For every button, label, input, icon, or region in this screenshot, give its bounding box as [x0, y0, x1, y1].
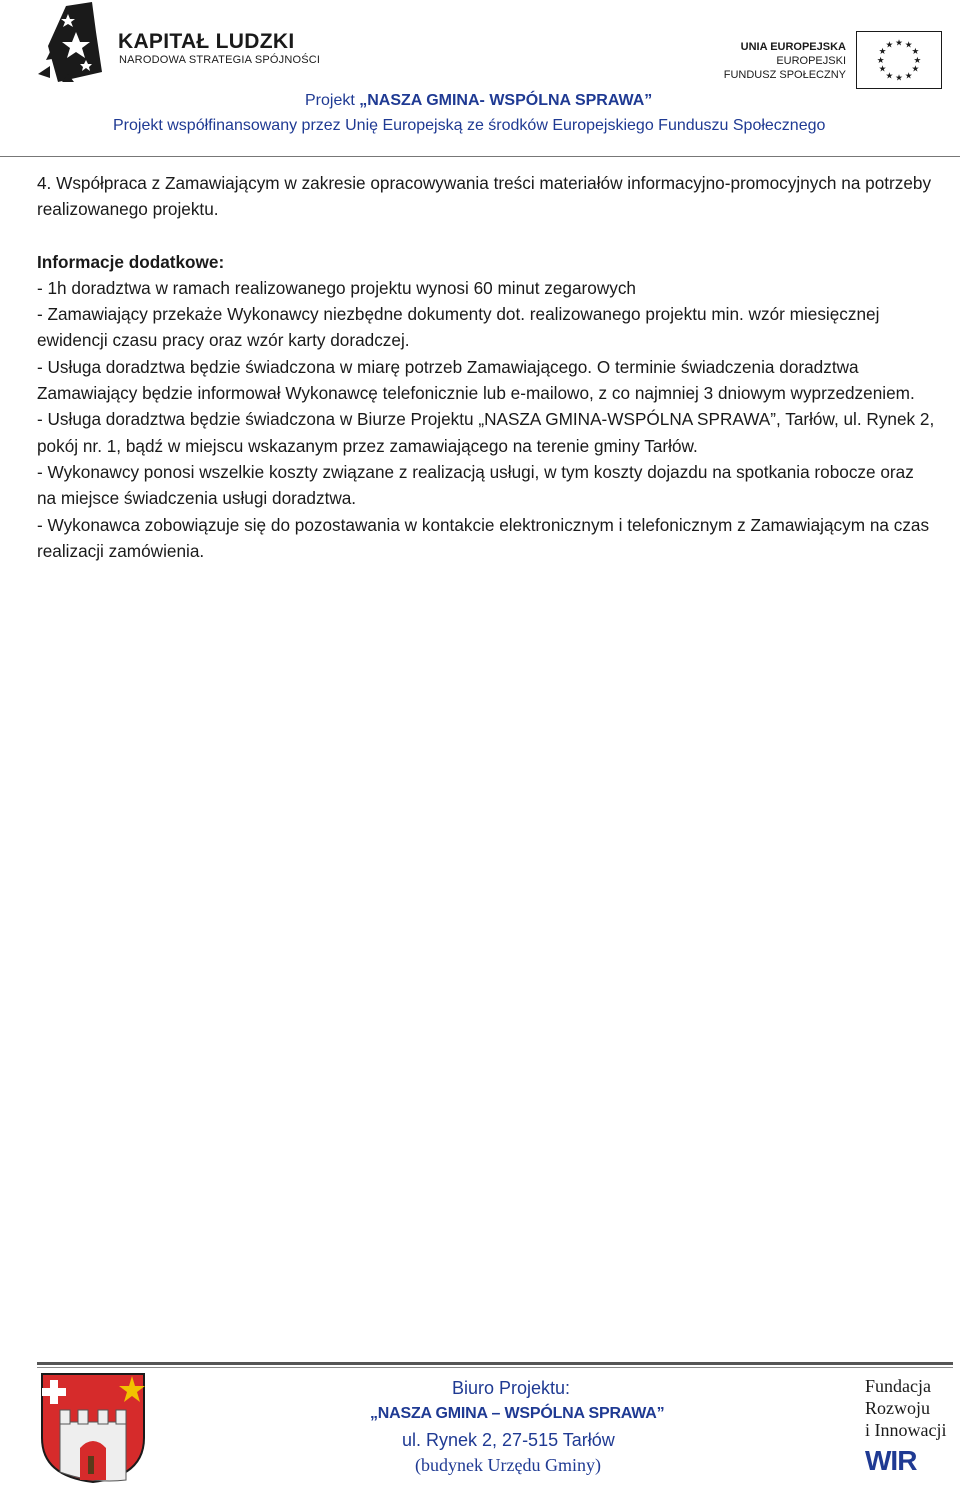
svg-text:★: ★	[895, 38, 903, 49]
svg-text:★: ★	[876, 55, 885, 66]
eu-flag-icon	[856, 31, 942, 89]
tarlow-crest-icon	[40, 1372, 146, 1484]
svg-text:★: ★	[904, 40, 913, 51]
eu-line-2: EUROPEJSKI	[776, 55, 846, 67]
eu-line-1: UNIA EUROPEJSKA	[740, 41, 846, 53]
cofinanced-note: Projekt współfinansowany przez Unię Europejską ze środków Europejskiego Funduszu Społecznego	[113, 117, 826, 134]
project-name: „NASZA GMINA- WSPÓLNA SPRAWA”	[359, 92, 653, 109]
fundacja-line-2: Rozwoju	[865, 1398, 930, 1418]
info-line: - Wykonawca zobowiązuje się do pozostawania w kontakcie elektronicznym i telefonicznym z Zamawiającym na czas realizacji zamówienia.	[37, 514, 930, 561]
spacer	[37, 223, 937, 249]
svg-text:★: ★	[885, 71, 894, 82]
project-title	[305, 92, 652, 110]
wir-logo-icon	[865, 1444, 925, 1474]
svg-text:★: ★	[913, 55, 922, 66]
fundacja-line-3: i Innowacji	[865, 1420, 947, 1440]
footer-project-name: „NASZA GMINA – WSPÓLNA SPRAWA”	[370, 1405, 665, 1422]
header-divider	[0, 156, 960, 157]
footer-biuro-label: Biuro Projektu:	[452, 1378, 571, 1398]
wir-logo-text: WIR	[865, 1445, 917, 1474]
info-heading: Informacje dodatkowe:	[37, 251, 225, 272]
eu-label	[724, 40, 846, 82]
eu-line-3: FUNDUSZ SPOŁECZNY	[723, 69, 846, 81]
svg-text:★: ★	[911, 47, 920, 58]
footer-divider-thin	[37, 1367, 953, 1368]
svg-text:★: ★	[904, 71, 913, 82]
svg-text:★: ★	[885, 40, 894, 51]
svg-text:★: ★	[878, 47, 887, 58]
fundacja-name	[865, 1375, 946, 1441]
svg-text:★: ★	[895, 73, 903, 84]
info-line: - 1h doradztwa w ramach realizowanego projektu wynosi 60 minut zegarowych	[37, 277, 636, 298]
fundacja-line-1: Fundacja	[865, 1376, 931, 1396]
footer-divider	[37, 1362, 953, 1365]
kl-subtitle: NARODOWA STRATEGIA SPÓJNOŚCI	[119, 54, 321, 66]
info-line: - Usługa doradztwa będzie świadczona w miarę potrzeb Zamawiającego. O terminie świadczenia doradztwa Zamawiający będzie informował Wykonawcę telefonicznie lub e-mailowo, z co najmniej 3 dniowym wyprzedzeniem.	[37, 356, 915, 404]
footer-building: (budynek Urzędu Gminy)	[415, 1455, 601, 1475]
svg-text:★: ★	[911, 64, 920, 75]
info-line: - Wykonawcy ponosi wszelkie koszty związane z realizacją usługi, w tym koszty dojazdu na spotkania robocze oraz na miejsce świadczenia usługi doradztwa.	[37, 461, 914, 509]
page-header	[0, 0, 960, 160]
footer-address: ul. Rynek 2, 27-515 Tarłów	[402, 1430, 615, 1450]
svg-text:★: ★	[878, 64, 887, 75]
document-body	[37, 170, 937, 564]
kapital-ludzki-logo-icon	[36, 2, 106, 86]
kl-title: KAPITAŁ LUDZKI	[118, 30, 295, 53]
project-prefix: Projekt	[305, 92, 360, 109]
info-line: - Usługa doradztwa będzie świadczona w Biurze Projektu „NASZA GMINA-WSPÓLNA SPRAWA”, Tarłów, ul. Rynek 2, pokój nr. 1, bądź w miejscu wskazanym przez zamawiającego na terenie gminy Tarłów.	[37, 409, 935, 456]
info-line: - Zamawiający przekaże Wykonawcy niezbędne dokumenty dot. realizowanego projektu min. wzór miesięcznej ewidencji czasu pracy oraz wzór karty doradczej.	[37, 304, 880, 351]
item-4: 4. Współpraca z Zamawiającym w zakresie opracowywania treści materiałów informacyjno-promocyjnych na potrzeby realizowanego projektu.	[37, 173, 932, 220]
